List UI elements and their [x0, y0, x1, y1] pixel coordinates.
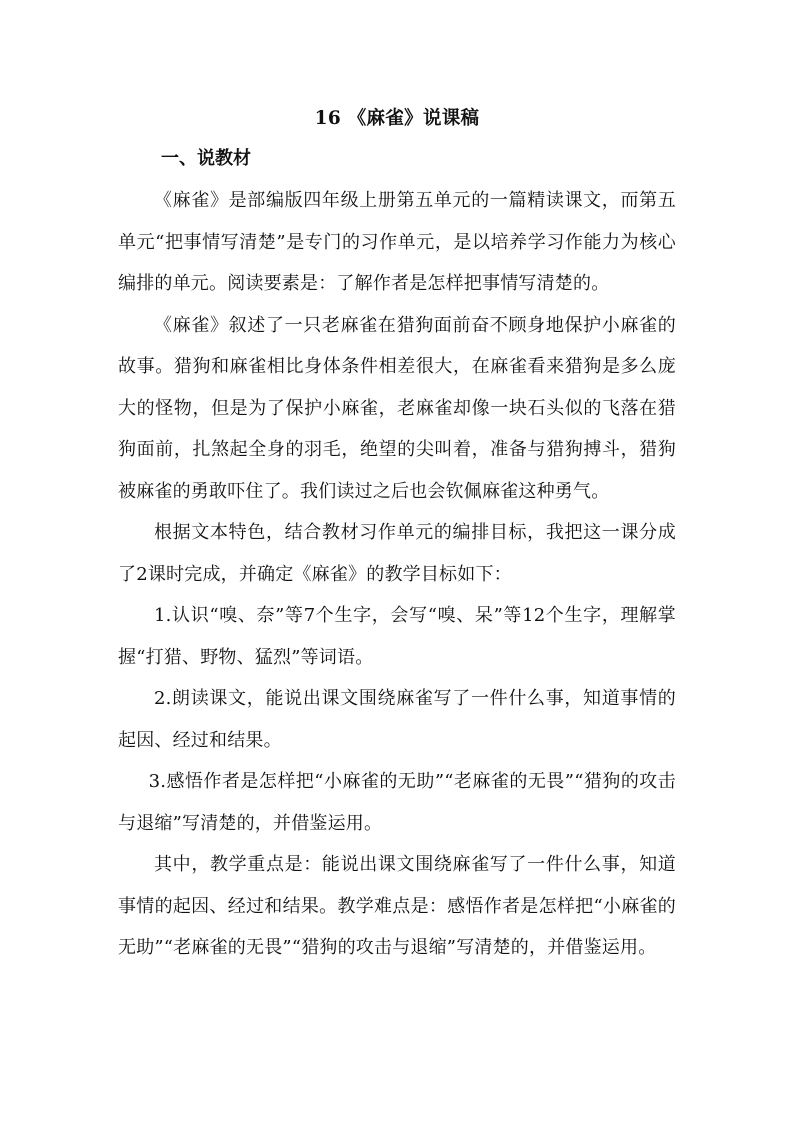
- paragraph-intro: 《麻雀》是部编版四年级上册第五单元的一篇精读课文，而第五单元“把事情写清楚”是专门的习作单元，是以培养学习作能力为核心编排的单元。阅读要素是：了解作者是怎样把事情写清楚的。: [118, 190, 676, 294]
- paragraph-story-summary: 《麻雀》叙述了一只老麻雀在猎狗面前奋不顾身地保护小麻雀的故事。猎狗和麻雀相比身体条件相差很大，在麻雀看来猎狗是多么庞大的怪物，但是为了保护小麻雀，老麻雀却像一块石头似的飞落在猎狗面前，扎煞起全身的羽毛，绝望的尖叫着，准备与猎狗搏斗，猎狗被麻雀的勇敢吓住了。我们读过之后也会钦佩麻雀这种勇气。: [118, 314, 676, 502]
- section-heading: 一、说教材: [161, 148, 251, 169]
- objective-item-2: 2.朗读课文，能说出课文围绕麻雀写了一件什么事，知道事情的起因、经过和结果。: [118, 688, 676, 751]
- document-body: [118, 101, 676, 969]
- paragraph-teaching-plan: 根据文本特色，结合教材习作单元的编排目标，我把这一课分成了2课时完成，并确定《麻雀》的教学目标如下：: [118, 522, 676, 585]
- objective-item-1: 1.认识“嗅、奈”等7个生字，会写“嗅、呆”等12个生字，理解掌握“打猎、野物、猛烈”等词语。: [118, 605, 676, 668]
- paragraph-key-points: 其中，教学重点是：能说出课文围绕麻雀写了一件什么事，知道事情的起因、经过和结果。教学难点是：感悟作者是怎样把“小麻雀的无助”“老麻雀的无畏”“猎狗的攻击与退缩”写清楚的，并借鉴运用。: [118, 854, 676, 958]
- document-title: 16 《麻雀》说课稿: [314, 108, 480, 129]
- objective-item-3: 3.感悟作者是怎样把“小麻雀的无助”“老麻雀的无畏”“猎狗的攻击与退缩”写清楚的，并借鉴运用。: [118, 771, 676, 834]
